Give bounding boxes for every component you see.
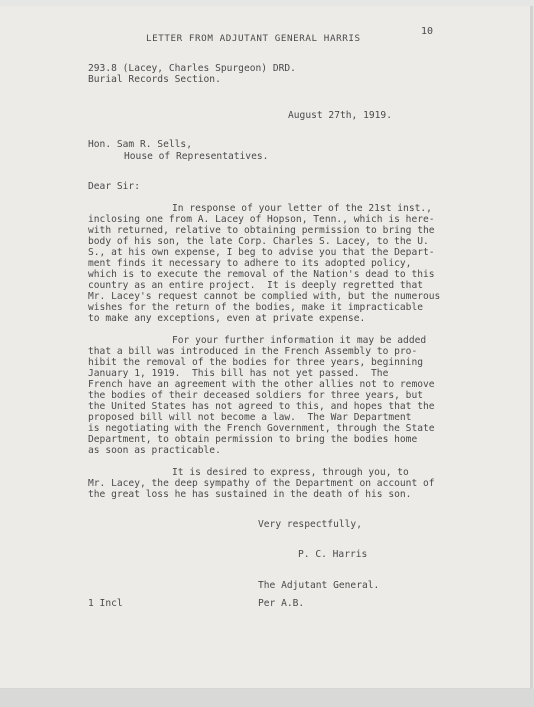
enclosure-note: 1 Incl [88,598,123,609]
paragraph-1-line-6: ment finds it necessary to adhere to its adopted policy, [88,258,412,269]
recipient-office: House of Representatives. [124,151,269,162]
paragraph-2-line-7: the United States has not agreed to this, and hopes that the [88,401,435,412]
paragraph-2-line-3: hibit the removal of the bodies for three years, beginning [88,357,424,368]
signature-name: P. C. Harris [298,549,368,560]
paragraph-3-line-1: It is desired to express, through you, to [172,467,409,478]
paragraph-1-line-4: body of his son, the late Corp. Charles S. Lacey, to the U. [88,236,429,247]
paragraph-1-line-10: wishes for the return of the bodies, make it impracticable [88,302,424,313]
paragraph-2-line-4: January 1, 1919. This bill has not yet passed. The [88,368,389,379]
paragraph-2-line-6: the bodies of their deceased soldiers for three years, but [88,390,424,401]
paragraph-2-line-9: is negotiating with the French Government, through the State [88,423,435,434]
paragraph-1-line-3: with returned, relative to obtaining permission to bring the [88,225,435,236]
paragraph-1-line-8: country as an entire project. It is deeply regretted that [88,280,424,291]
paragraph-2-line-10: Department, to obtain permission to bring the bodies home [88,434,418,445]
paragraph-2-line-2: that a bill was introduced in the French Assembly to pro- [88,346,418,357]
letter-title: LETTER FROM ADJUTANT GENERAL HARRIS [146,33,361,44]
file-reference: 293.8 (Lacey, Charles Spurgeon) DRD. [88,63,296,74]
salutation: Dear Sir: [88,181,140,192]
paragraph-3-line-2: Mr. Lacey, the deep sympathy of the Department on account of [88,478,435,489]
letter-sheet [0,6,533,689]
signer-title: The Adjutant General. [258,580,380,591]
paragraph-2-line-11: as soon as practicable. [88,445,221,456]
scan-bottom-edge [0,689,534,707]
paragraph-1-line-1: In response of your letter of the 21st inst., [172,203,432,214]
paragraph-2-line-5: French have an agreement with the other allies not to remove [88,379,435,390]
paragraph-1-line-9: Mr. Lacey's request cannot be complied with, but the numerous [88,291,441,302]
closing: Very respectfully, [258,519,362,530]
paragraph-2-line-1: For your further information it may be added [172,335,427,346]
paragraph-2-line-8: proposed bill will not become a law. The War Department [88,412,412,423]
letter-date: August 27th, 1919. [288,110,392,121]
paragraph-1-line-2: inclosing one from A. Lacey of Hopson, Tenn., which is here- [88,214,435,225]
section-reference: Burial Records Section. [88,74,221,85]
per-initials: Per A.B. [258,598,305,609]
page-number: 10 [421,26,434,37]
paragraph-1-line-11: to make any exceptions, even at private expense. [88,313,366,324]
paragraph-1-line-5: S., at his own expense, I beg to advise you that the Depart- [88,247,435,258]
recipient-name: Hon. Sam R. Sells, [88,139,192,150]
paragraph-3-line-3: the great loss he has sustained in the death of his son. [88,489,412,500]
paragraph-1-line-7: which is to execute the removal of the Nation's dead to this [88,269,435,280]
